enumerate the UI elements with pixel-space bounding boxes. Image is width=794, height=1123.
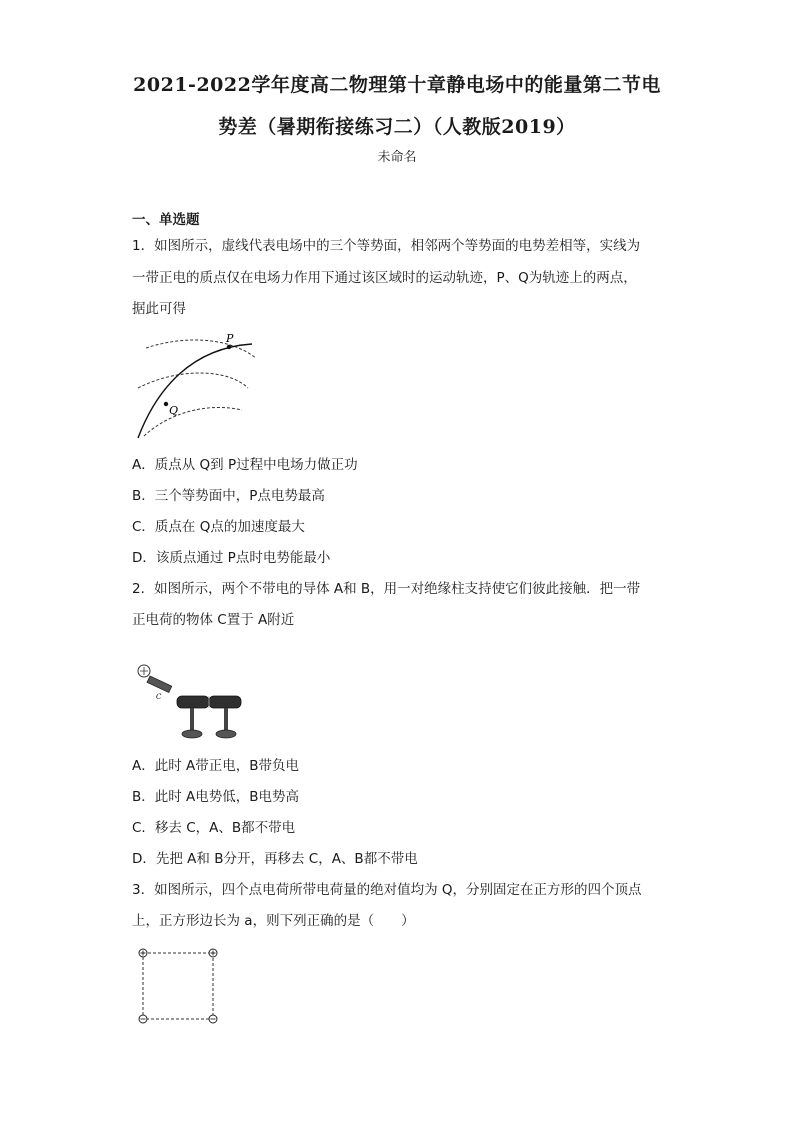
q1-option-a: A．质点从 Q到 P过程中电场力做正功 — [132, 457, 358, 473]
q1-option-b: B．三个等势面中，P点电势最高 — [132, 488, 325, 504]
equipotential-line-3 — [144, 407, 242, 436]
q1-option-d: D．该质点通过 P点时电势能最小 — [132, 550, 331, 566]
point-q-marker — [164, 402, 168, 406]
q2-text-line-1: 2．如图所示，两个不带电的导体 A和 B，用一对绝缘柱支持使它们彼此接触．把一带 — [132, 581, 641, 597]
charge-top-left-positive — [139, 949, 147, 957]
q1-text-line-2: 一带正电的质点仅在电场力作用下通过该区域时的运动轨迹，P、Q为轨迹上的两点， — [132, 270, 637, 286]
q1-option-c: C．质点在 Q点的加速度最大 — [132, 519, 305, 535]
q3-text-line-2: 上，正方形边长为 a，则下列正确的是（ ） — [132, 913, 415, 929]
conductor-b — [209, 696, 241, 708]
rod-c-label: C — [156, 693, 162, 701]
q1-text-line-3: 据此可得 — [132, 301, 186, 317]
section-heading: 一、单选题 — [132, 212, 200, 228]
q1-text-line-1: 1．如图所示，虚线代表电场中的三个等势面，相邻两个等势面的电势差相等，实线为 — [132, 238, 641, 254]
point-p-marker — [227, 345, 231, 349]
stand-left — [190, 708, 194, 732]
q2-option-a: A．此时 A带正电，B带负电 — [132, 758, 300, 774]
q2-option-d: D．先把 A和 B分开，再移去 C，A、B都不带电 — [132, 851, 418, 867]
q3-figure-square-charges — [134, 946, 224, 1028]
q1-figure-equipotential — [132, 328, 267, 443]
q2-option-c: C．移去 C，A、B都不带电 — [132, 820, 296, 836]
author-name: 未命名 — [377, 150, 417, 165]
q2-figure-conductors — [132, 662, 247, 742]
charge-bottom-left-negative — [139, 1015, 147, 1023]
document-title-line-2: 势差（暑期衔接练习二）（人教版2019） — [218, 116, 576, 138]
base-right — [216, 730, 236, 738]
q2-option-b: B．此时 A电势低，B电势高 — [132, 789, 300, 805]
equipotential-line-2 — [138, 373, 248, 388]
q2-text-line-2: 正电荷的物体 C置于 A附近 — [132, 612, 295, 628]
point-q-label: Q — [169, 404, 179, 417]
charge-top-right-positive — [209, 949, 217, 957]
charge-bottom-right-negative — [209, 1015, 217, 1023]
stand-right — [224, 708, 228, 732]
q3-text-line-1: 3．如图所示，四个点电荷所带电荷量的绝对值均为 Q，分别固定在正方形的四个顶点 — [132, 882, 642, 898]
document-title-line-1: 2021-2022学年度高二物理第十章静电场中的能量第二节电 — [133, 74, 661, 96]
conductor-a — [177, 696, 209, 708]
base-left — [182, 730, 202, 738]
trajectory-curve — [138, 344, 252, 438]
point-p-label: P — [226, 332, 234, 345]
equipotential-line-1 — [146, 340, 256, 358]
square-outline — [143, 953, 213, 1019]
rod-c — [147, 676, 172, 692]
